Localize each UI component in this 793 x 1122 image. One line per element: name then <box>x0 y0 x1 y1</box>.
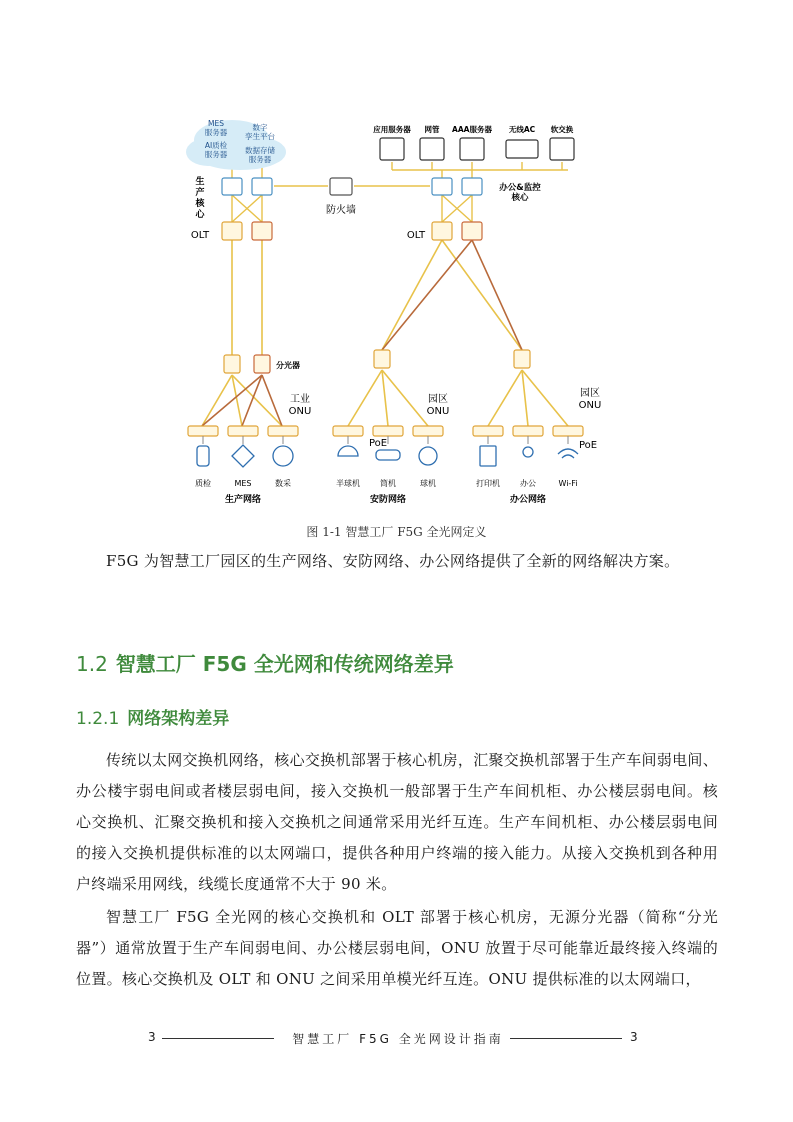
onu-campus-label-1: 园区 ONU <box>426 394 450 417</box>
server-aaa: AAA服务器 <box>452 125 492 134</box>
onu-icons <box>188 426 583 436</box>
device-label-3: 半球机 <box>336 479 360 488</box>
device-labels <box>195 478 578 488</box>
network-label-1: 安防网络 <box>369 495 407 505</box>
data-collector-icon <box>273 446 293 466</box>
mes-terminal-icon <box>232 445 254 467</box>
ptz-camera-icon <box>419 447 437 465</box>
page-number-left: 3 <box>148 1030 156 1044</box>
olt-icons <box>222 222 482 240</box>
server-softswitch: 软交换 <box>550 125 574 134</box>
device-label-2: 数采 <box>275 479 291 488</box>
footer-rule-right <box>510 1038 622 1039</box>
server-app: 应用服务器 <box>373 125 411 134</box>
olt-left-label: OLT <box>190 230 210 241</box>
device-label-1: MES <box>234 479 252 488</box>
cloud-storage: 数据存储服务器 <box>245 146 275 164</box>
cloud-twin: 数字孪生平台 <box>245 123 275 141</box>
network-label-2: 办公网络 <box>509 495 547 505</box>
subsection-number: 1.2.1 <box>76 709 120 729</box>
printer-icon <box>480 446 496 466</box>
page-footer <box>0 1030 793 1050</box>
section-heading <box>76 648 454 677</box>
device-label-6: 打印机 <box>476 479 500 488</box>
office-user-icon <box>523 447 533 457</box>
device-label-0: 质检 <box>195 479 211 488</box>
cloud-mes: MES 服务器 <box>204 119 228 137</box>
intro-paragraph: F5G 为智慧工厂园区的生产网络、安防网络、办公网络提供了全新的网络解决方案。 <box>106 552 680 570</box>
core-right-label: 办公&监控核心 <box>499 183 541 203</box>
device-label-8: Wi-Fi <box>558 479 578 488</box>
footer-title: 智慧工厂 F5G 全光网设计指南 <box>292 1032 504 1046</box>
section-title: 智慧工厂 F5G 全光网和传统网络差异 <box>115 652 454 676</box>
firewall-label: 防火墙 <box>326 205 356 216</box>
splitter-label: 分光器 <box>276 361 300 370</box>
page-number-right: 3 <box>630 1030 638 1044</box>
server-nms: 网管 <box>424 125 440 134</box>
dome-camera-icon <box>338 446 358 456</box>
figure-caption: 图 1-1 智慧工厂 F5G 全光网定义 <box>306 525 487 539</box>
device-label-4: 筒机 <box>380 479 396 488</box>
cloud-ai: AI质检服务器 <box>204 141 228 159</box>
server-wlan-ac: 无线AC <box>508 125 536 134</box>
subsection-title: 网络架构差异 <box>127 709 230 729</box>
device-icons <box>197 445 578 467</box>
subsection-heading <box>76 704 229 729</box>
onu-industrial-label: 工业 ONU <box>288 394 312 417</box>
f5g-network-diagram <box>170 110 610 515</box>
core-left-label: 生产核心 <box>195 177 205 220</box>
body-paragraph-2: 智慧工厂 F5G 全光网的核心交换机和 OLT 部署于核心机房，无源分光器（简称“分光器”）通常放置于生产车间弱电间、办公楼层弱电间，ONU 放置于尽可能靠近最终接入终端的位置。核心交换机及 OLT 和 ONU 之间采用单模光纤互连。ONU 提供标准的以太网端口， <box>76 908 718 988</box>
firewall-icon <box>330 178 352 195</box>
olt-right-label: OLT <box>406 230 426 241</box>
onu-campus-label-2: 园区 ONU <box>578 388 602 411</box>
server-icons <box>380 138 574 160</box>
poe-label-1: PoE <box>368 438 388 449</box>
wifi-icon <box>558 449 578 458</box>
bullet-camera-icon <box>376 450 400 460</box>
device-label-5: 球机 <box>420 479 436 488</box>
splitter-icons <box>224 350 530 373</box>
network-labels <box>225 493 546 505</box>
body-paragraph-1: 传统以太网交换机网络，核心交换机部署于核心机房，汇聚交换机部署于生产车间弱电间、办公楼宇弱电间或者楼层弱电间，接入交换机一般部署于生产车间机柜、办公楼层弱电间。核心交换机、汇聚交换机和接入交换机之间通常采用光纤互连。生产车间机柜、办公楼层弱电间的接入交换机提供标准的以太网端口，提供各种用户终端的接入能力。从接入交换机到各种用户终端采用网线，线缆长度通常不大于 90 米。 <box>76 751 719 893</box>
device-label-7: 办公 <box>520 479 536 488</box>
network-label-0: 生产网络 <box>224 495 262 505</box>
section-number: 1.2 <box>76 652 108 676</box>
poe-label-2: PoE <box>578 440 598 451</box>
footer-rule-left <box>162 1038 274 1039</box>
inspection-device-icon <box>197 446 209 466</box>
